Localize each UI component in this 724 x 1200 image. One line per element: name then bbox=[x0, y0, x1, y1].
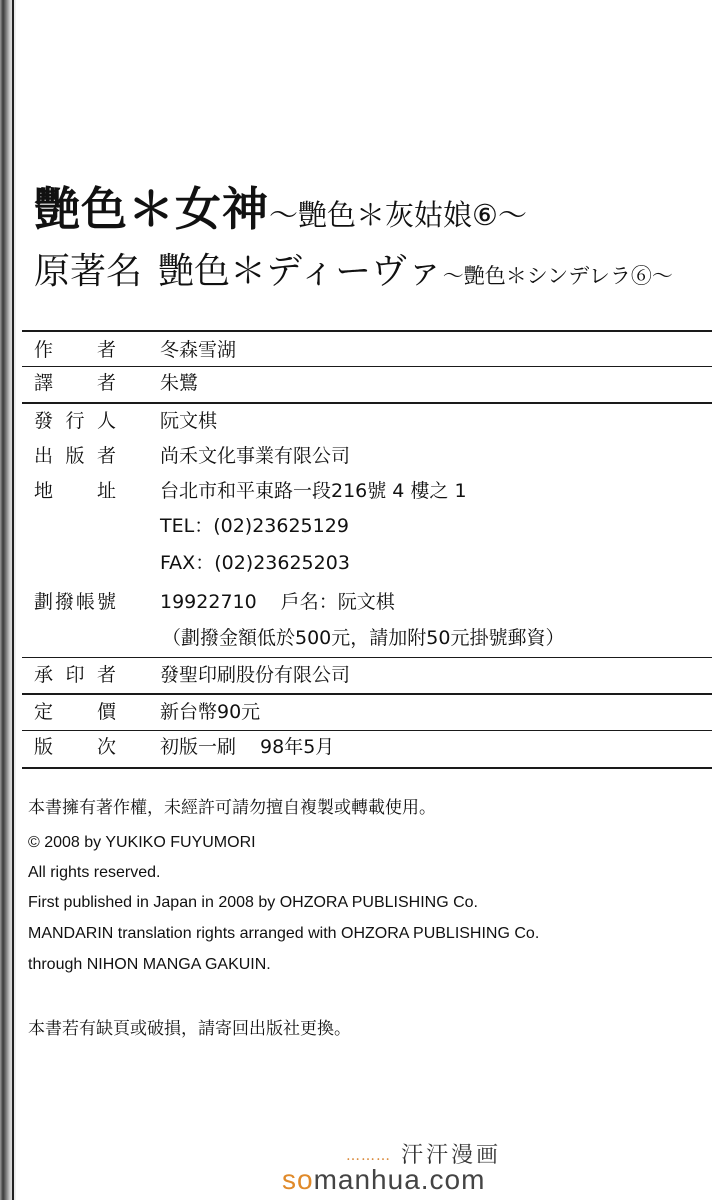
credit-value: 新台幣90元 bbox=[160, 701, 261, 723]
credit-value bbox=[160, 587, 395, 617]
credit-label: 承 印 者 bbox=[34, 664, 116, 686]
original-title-label: 原著名 bbox=[34, 251, 143, 292]
edition-value: 初版一刷 bbox=[160, 736, 237, 758]
watermark-url bbox=[282, 1164, 485, 1196]
book-title bbox=[34, 182, 527, 236]
credit-value: 冬森雪湖 bbox=[160, 339, 237, 361]
copyright-line: MANDARIN translation rights arranged with OHZORA PUBLISHING Co. bbox=[28, 925, 540, 942]
address-value: 台北市和平東路一段216號 4 樓之 1 bbox=[160, 480, 467, 502]
original-title-subtitle: ～艷色＊シンデレラ⑥～ bbox=[442, 264, 673, 288]
defect-notice: 本書若有缺頁或破損，請寄回出版社更換。 bbox=[28, 1019, 351, 1039]
credit-value: 尚禾文化事業有限公司 bbox=[160, 445, 351, 467]
watermark-url-rest: manhua.com bbox=[313, 1164, 486, 1195]
credit-value: 朱鷺 bbox=[160, 372, 199, 394]
credit-value: 阮文棋 bbox=[160, 410, 218, 432]
divider bbox=[22, 693, 712, 695]
original-title-main: 艷色＊ディーヴァ bbox=[158, 251, 443, 292]
account-holder: 戶名：阮文棋 bbox=[280, 591, 395, 613]
divider bbox=[22, 402, 712, 404]
divider bbox=[22, 657, 712, 658]
fax-value: FAX：(02)23625203 bbox=[160, 552, 350, 574]
title-main: 艷色＊女神 bbox=[34, 182, 269, 236]
copyright-line: © 2008 by YUKIKO FUYUMORI bbox=[28, 834, 256, 851]
watermark-cn-text: 汗汗漫画 bbox=[401, 1143, 502, 1168]
credit-label: 劃 撥 帳 號 bbox=[34, 591, 116, 613]
divider bbox=[22, 366, 712, 367]
credit-label: 出 版 者 bbox=[34, 445, 116, 467]
copyright-line: through NIHON MANGA GAKUIN. bbox=[28, 956, 271, 973]
copyright-line: First published in Japan in 2008 by OHZORA PUBLISHING Co. bbox=[28, 894, 478, 911]
spine-line bbox=[12, 0, 14, 1200]
original-title bbox=[34, 251, 673, 292]
credit-label: 版 次 bbox=[34, 736, 116, 758]
credit-label: 發 行 人 bbox=[34, 410, 116, 432]
credit-value: 發聖印刷股份有限公司 bbox=[160, 664, 351, 686]
credit-value bbox=[160, 732, 334, 762]
watermark-url-accent: so bbox=[282, 1164, 314, 1195]
divider bbox=[22, 767, 712, 769]
divider bbox=[22, 730, 712, 731]
watermark-dots: ……… bbox=[346, 1148, 391, 1164]
credit-label: 譯 者 bbox=[34, 372, 116, 394]
copyright-notice-cn: 本書擁有著作權，未經許可請勿擅自複製或轉載使用。 bbox=[28, 798, 436, 818]
account-note: （劃撥金額低於500元，請加附50元掛號郵資） bbox=[162, 627, 565, 649]
title-subtitle: ～艷色＊灰姑娘⑥～ bbox=[269, 198, 527, 232]
copyright-line: All rights reserved. bbox=[28, 864, 161, 881]
credit-label: 定 價 bbox=[34, 701, 116, 723]
tel-value: TEL：(02)23625129 bbox=[160, 515, 349, 537]
account-number: 19922710 bbox=[160, 591, 257, 613]
edition-date: 98年5月 bbox=[260, 736, 335, 758]
credit-label: 作 者 bbox=[34, 339, 116, 361]
credit-label: 地 址 bbox=[34, 480, 116, 502]
divider bbox=[22, 330, 712, 332]
